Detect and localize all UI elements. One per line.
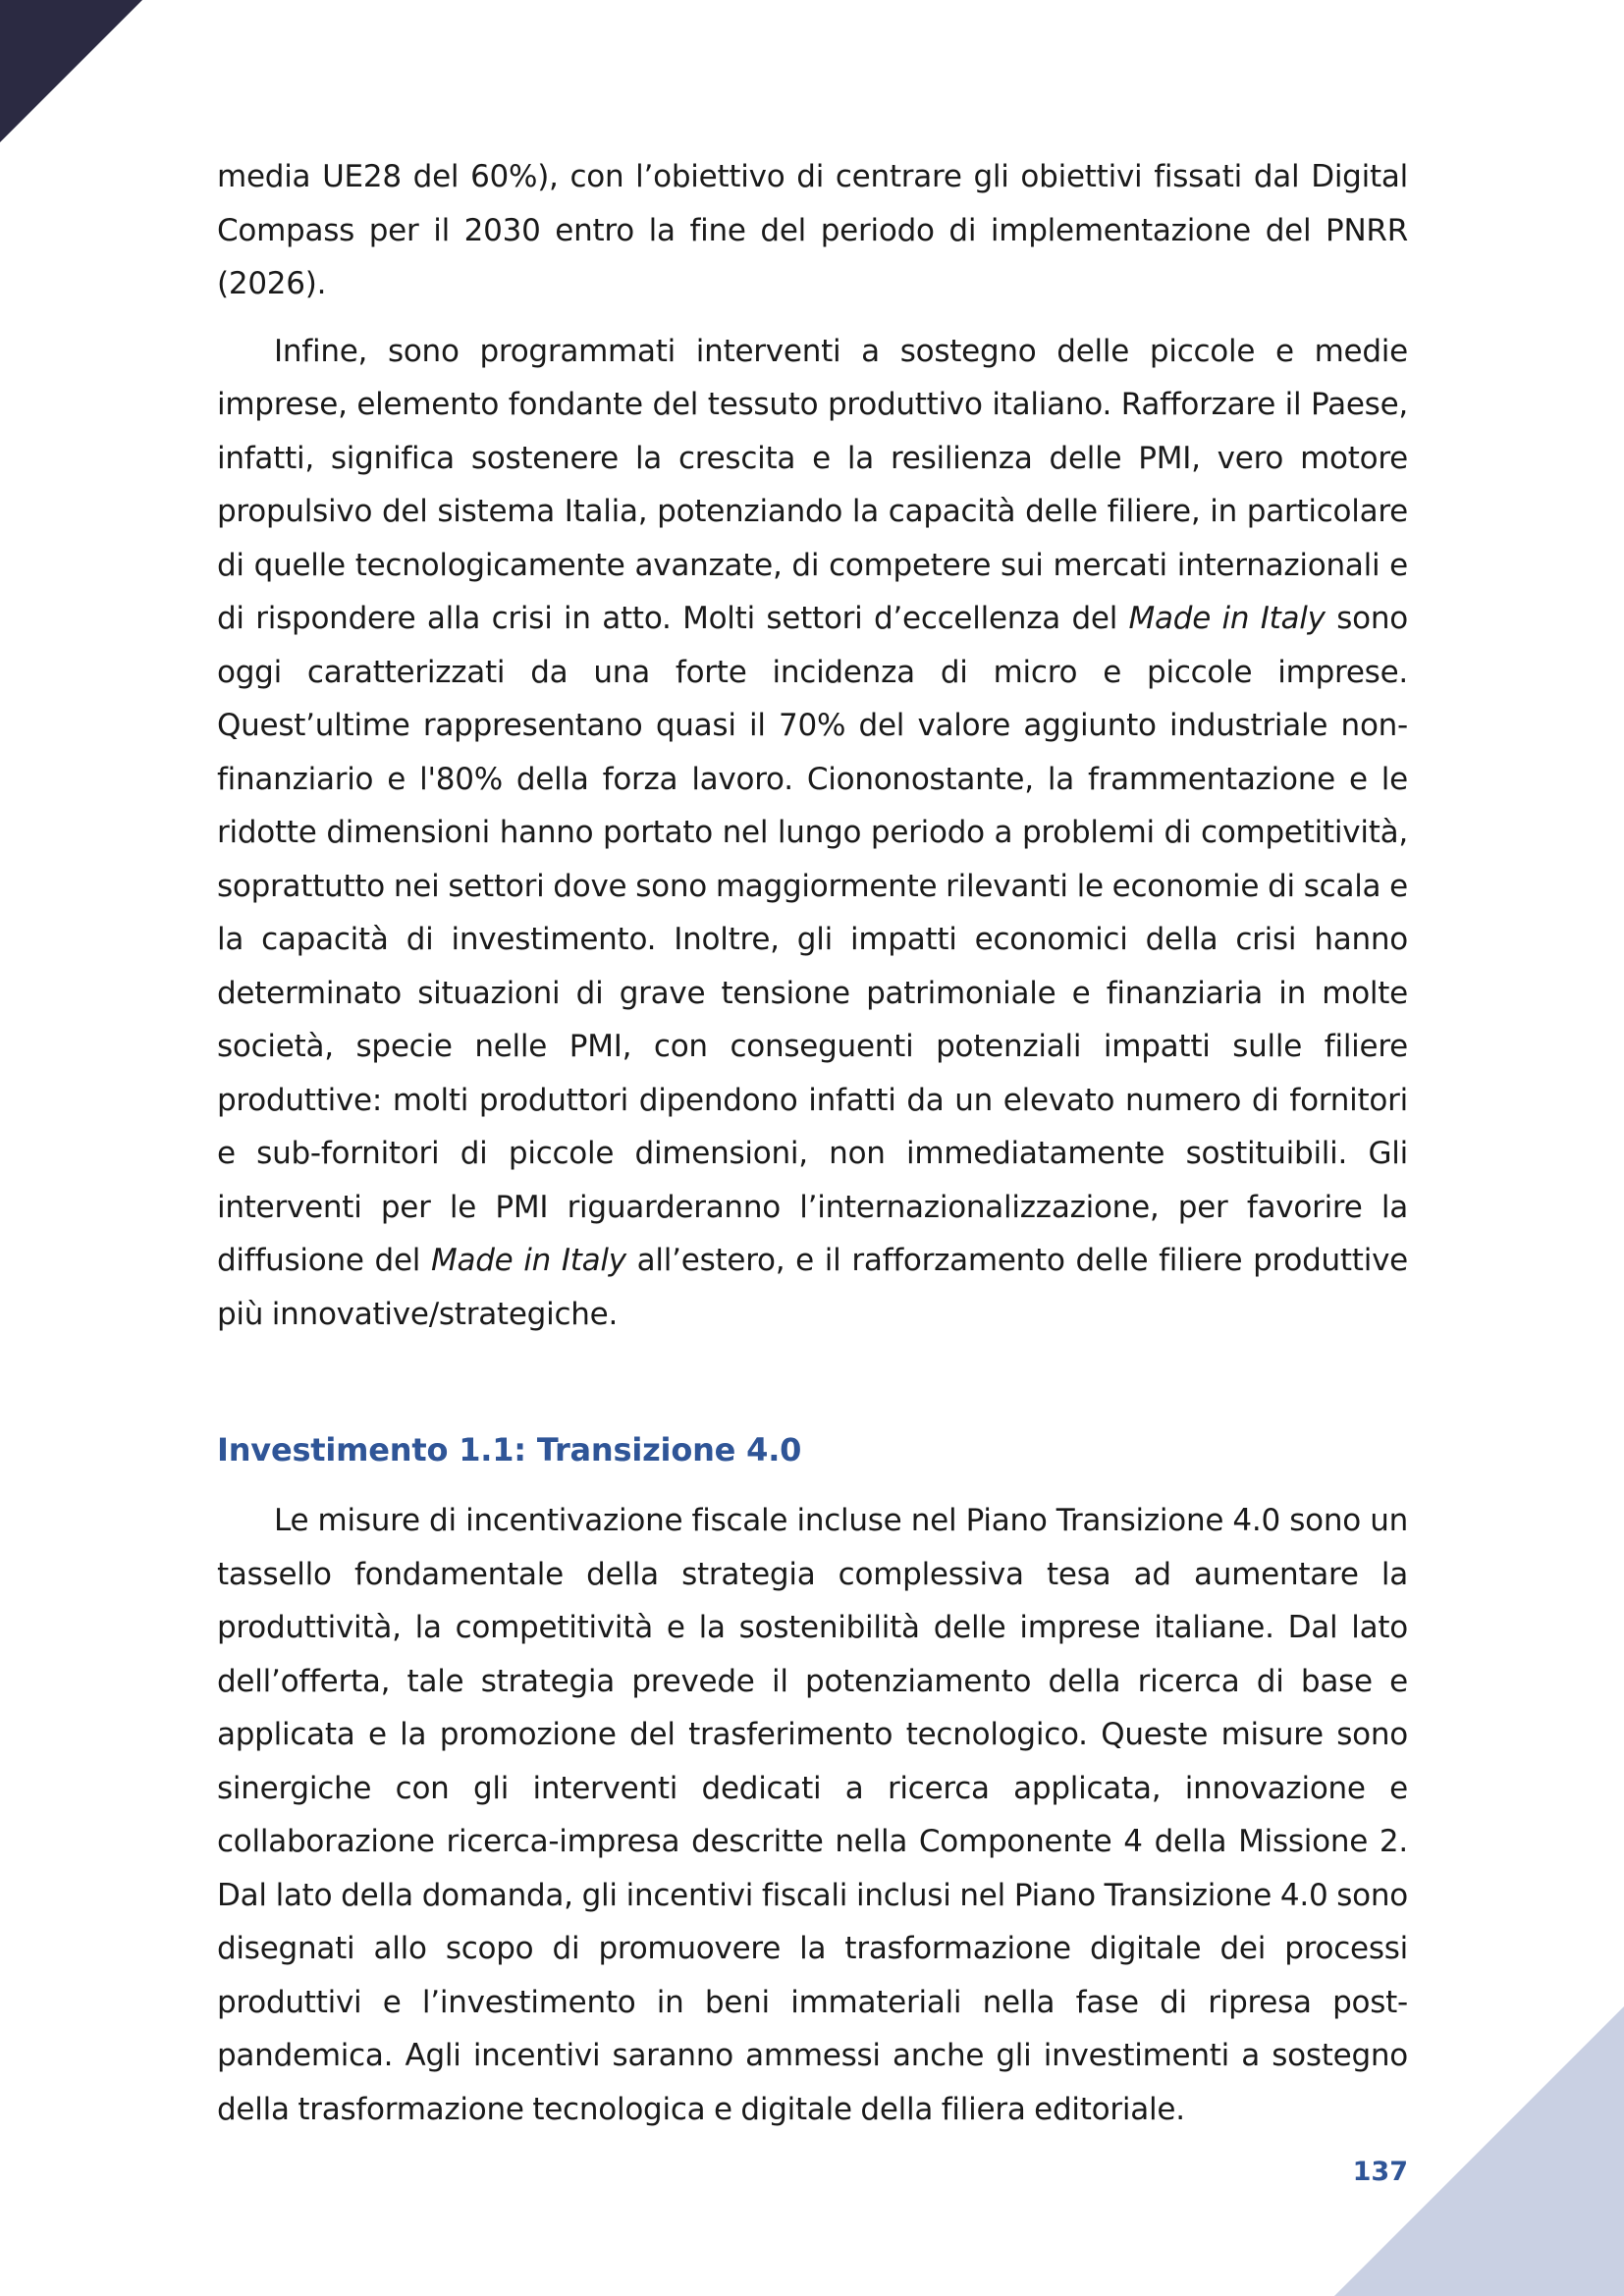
paragraph-pmi-italic-2: Made in Italy bbox=[430, 1243, 626, 1278]
paragraph-pmi-part-2: sono oggi caratterizzati da una forte incidenza di micro e piccole imprese. Quest’ultime rappresentano quasi il 70% del valore aggiunto industriale non-finanziario e l'80% della forza lavoro. Ciononostante, la frammentazione e le ridotte dimensioni hanno portato nel lungo periodo a problemi di competitività, soprattutto nei settori dove sono maggiormente rilevanti le economie di scala e la capacità di investimento. Inoltre, gli impatti economici della crisi hanno determinato situazioni di grave tensione patrimoniale e finanziaria in molte società, specie nelle PMI, con conseguenti potenziali impatti sulle filiere produttive: molti produttori dipendono infatti da un elevato numero di fornitori e sub-fornitori di piccole dimensioni, non immediatamente sostituibili. Gli interventi per le PMI riguarderanno l’internazionalizzazione, per favorire la diffusione del bbox=[217, 601, 1408, 1278]
top-left-corner-decoration bbox=[0, 0, 142, 142]
paragraph-pmi-part-1: Infine, sono programmati interventi a sostegno delle piccole e medie imprese, elemento fondante del tessuto produttivo italiano. Rafforzare il Paese, infatti, significa sostenere la crescita e la resilienza delle PMI, vero motore propulsivo del sistema Italia, potenziando la capacità delle filiere, in particolare di quelle tecnologicamente avanzate, di competere sui mercati internazionali e di rispondere alla crisi in atto. Molti settori d’eccellenza del bbox=[217, 333, 1408, 636]
body-text-lower bbox=[217, 1494, 1408, 2136]
paragraph-transizione: Le misure di incentivazione fiscale incluse nel Piano Transizione 4.0 sono un tassello fondamentale della strategia complessiva tesa ad aumentare la produttività, la competitività e la sostenibilità delle imprese italiane. Dal lato dell’offerta, tale strategia prevede il potenziamento della ricerca di base e applicata e la promozione del trasferimento tecnologico. Queste misure sono sinergiche con gli interventi dedicati a ricerca applicata, innovazione e collaborazione ricerca-impresa descritte nella Componente 4 della Missione 2. Dal lato della domanda, gli incentivi fiscali inclusi nel Piano Transizione 4.0 sono disegnati allo scopo di promuovere la trasformazione digitale dei processi produttivi e l’investimento in beni immateriali nella fase di ripresa post-pandemica. Agli incentivi saranno ammessi anche gli investimenti a sostegno della trasformazione tecnologica e digitale della filiera editoriale. bbox=[217, 1503, 1408, 2127]
paragraph-pmi-italic-1: Made in Italy bbox=[1128, 601, 1326, 636]
body-text-upper bbox=[217, 150, 1408, 1341]
paragraph-pmi bbox=[217, 325, 1408, 1342]
paragraph-continuation: media UE28 del 60%), con l’obiettivo di centrare gli obiettivi fissati dal Digital Compass per il 2030 entro la fine del periodo di implementazione del PNRR (2026). bbox=[217, 159, 1408, 301]
paragraph-pmi-part-3: all’estero, e il rafforzamento delle filiere produttive più innovative/strategiche. bbox=[217, 1243, 1408, 1332]
page-number: 137 bbox=[1352, 2157, 1408, 2187]
section-heading: Investimento 1.1: Transizione 4.0 bbox=[217, 1431, 802, 1468]
